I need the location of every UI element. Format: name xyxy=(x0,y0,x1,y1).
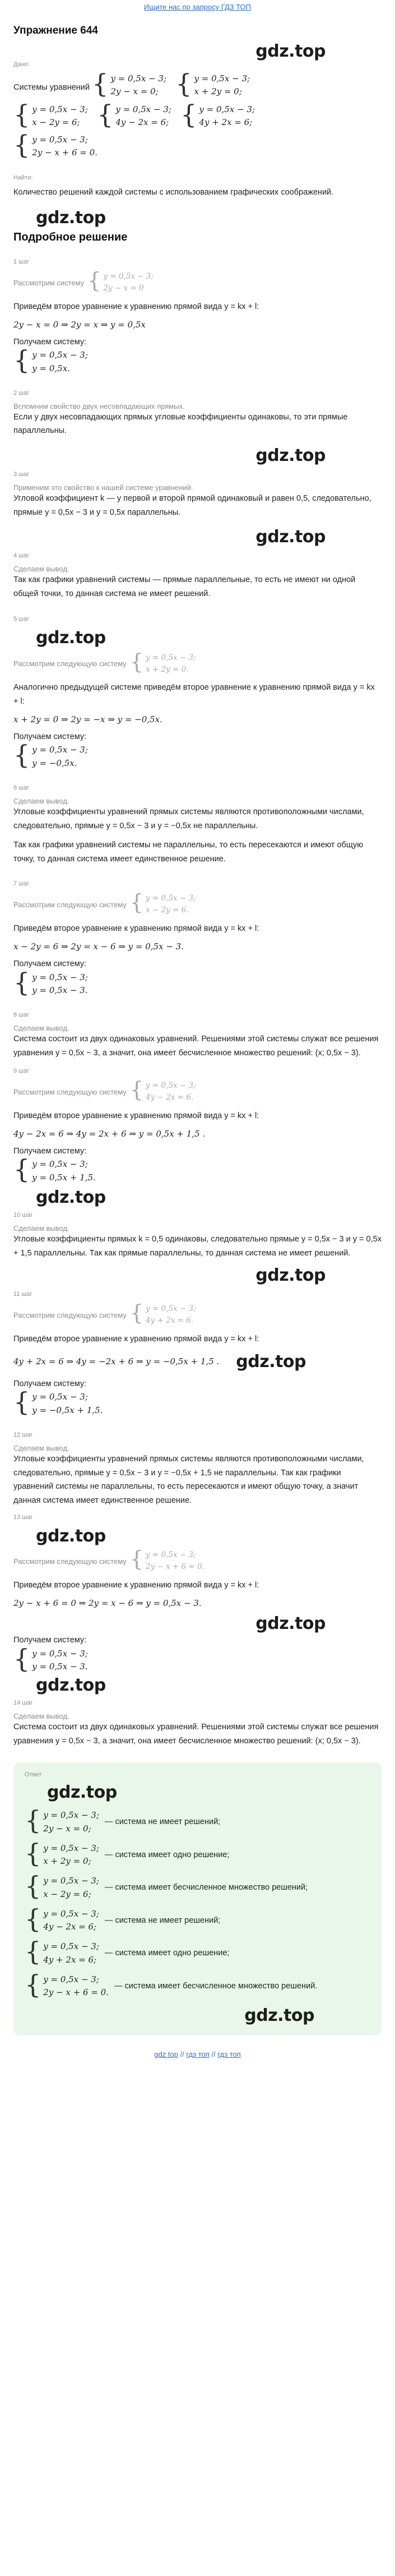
step-9-label: 9 шаг xyxy=(13,1068,30,1075)
step-9-get: Получаем систему: xyxy=(13,1146,87,1156)
step-1-consider: Рассмотрим систему { y = 0,5x − 3; 2y − x = 0 xyxy=(13,271,382,294)
brace-icon: { xyxy=(13,130,30,160)
step-6-text-2: Так как графики уравнений системы не параллельны, то есть пересекаются и имеют общую точку, то данная система имеет единственное решение. xyxy=(13,841,364,864)
step-1-calc: 2y − x = 0 ⇒ 2y = x ⇒ y = 0,5x xyxy=(13,319,146,330)
step-9-calc: 4y − 2x = 6 ⇒ 4y = 2x + 6 ⇒ y = 0,5x + 1,5 . xyxy=(13,1128,206,1139)
answer-label: Ответ xyxy=(25,1771,42,1779)
step-1-bring: Приведём второе уравнение к уравнению прямой вида y = kx + l: xyxy=(13,302,259,311)
step-11-system: { y = 0,5x − 3; 4y + 2x = 6. xyxy=(130,1303,196,1327)
step-13-result: { y = 0,5x − 3; y = 0,5x − 3. xyxy=(13,1643,88,1674)
solution-title: Подробное решение xyxy=(13,231,128,244)
answer-item: { y = 0,5x − 3; x + 2y = 0; — система имеет одно решение; xyxy=(25,1838,230,1868)
step-4-text: Так как графики уравнений системы — прямые параллельные, то есть не имеют ни одной общей точки, то данная система не имеет решений. xyxy=(13,575,356,598)
search-hint-link[interactable]: Ищите нас по запросу ГДЗ ТОП xyxy=(144,3,251,11)
step-3-label: 3 шаг xyxy=(13,471,30,478)
step-11-consider: Рассмотрим следующую систему { y = 0,5x − 3; 4y + 2x = 6. xyxy=(13,1303,382,1327)
step-3-note: Применим это свойство к нашей системе уравнений. xyxy=(13,483,193,492)
step-5-get: Получаем систему: xyxy=(13,732,87,741)
watermark: gdz.top xyxy=(36,1526,106,1546)
brace-icon: { xyxy=(25,1871,41,1901)
watermark: gdz.top xyxy=(244,2006,314,2026)
step-4-note: Сделаем вывод. xyxy=(13,565,69,574)
top-bar xyxy=(13,0,382,12)
step-9-result: { y = 0,5x − 3; y = 0,5x + 1,5. xyxy=(13,1154,96,1185)
brace-icon: { xyxy=(25,1969,41,2000)
step-5-text: Аналогично предыдущей системе приведём второе уравнение к уравнению прямой вида y = kx + l: xyxy=(13,683,375,707)
brace-icon: { xyxy=(129,1300,143,1326)
step-10-note: Сделаем вывод. xyxy=(13,1224,69,1232)
step-7-get: Получаем систему: xyxy=(13,959,87,968)
step-7-system: { y = 0,5x − 3; x − 2y = 6. xyxy=(130,893,196,916)
step-3-text: Угловой коэффициент k — у первой и второй прямой одинаковый и равен 0,5, следовательно, прямые y = 0,5x − 3 и y = 0,5x параллельны. xyxy=(13,494,371,517)
watermark: gdz.top xyxy=(255,41,326,61)
given-system-5: { y = 0,5x − 3; 4y + 2x = 6; xyxy=(180,99,255,130)
step-1-get: Получаем систему: xyxy=(13,337,87,347)
brace-icon: { xyxy=(13,740,30,770)
brace-icon: { xyxy=(92,68,109,99)
step-6-label: 6 шаг xyxy=(13,784,30,791)
brace-icon: { xyxy=(13,1643,30,1674)
step-7-consider: Рассмотрим следующую систему { y = 0,5x − 3; x − 2y = 6. xyxy=(13,893,382,916)
brace-icon: { xyxy=(87,268,101,293)
step-14-note: Сделаем вывод. xyxy=(13,1712,69,1721)
brace-icon: { xyxy=(175,68,192,99)
footer: gdz top // гдз топ // гдз топ xyxy=(154,2050,241,2059)
answer-item: { y = 0,5x − 3; 2y − x = 0; — система не имеет решений; xyxy=(25,1805,221,1836)
brace-icon: { xyxy=(129,890,143,915)
find-text: Количество решений каждой системы с использованием графических соображений. xyxy=(13,187,334,197)
step-11-calc: 4y + 2x = 6 ⇒ 4y = −2x + 6 ⇒ y = −0,5x + 1,5 . xyxy=(13,1356,220,1367)
watermark: gdz.top xyxy=(36,1187,106,1207)
watermark: gdz.top xyxy=(255,1613,326,1633)
given-system-2: { y = 0,5x − 3; x + 2y = 0; xyxy=(175,68,250,99)
brace-icon: { xyxy=(180,99,197,130)
answer-box xyxy=(13,1762,382,2035)
step-6-note: Сделаем вывод. xyxy=(13,796,69,805)
step-8-note: Сделаем вывод. xyxy=(13,1024,69,1033)
given-system-6: { y = 0,5x − 3; 2y − x + 6 = 0. xyxy=(13,130,97,160)
step-2-text: Если у двух несовпадающих прямых угловые коэффициенты одинаковы, то эти прямые параллельны. xyxy=(13,412,348,436)
brace-icon: { xyxy=(129,1546,143,1572)
watermark: gdz.top xyxy=(236,1351,306,1372)
step-5-consider: Рассмотрим следующую систему { y = 0,5x − 3; x + 2y = 0. xyxy=(13,652,382,676)
step-11-get: Получаем систему: xyxy=(13,1379,87,1388)
watermark: gdz.top xyxy=(36,627,106,648)
step-13-consider: Рассмотрим следующую систему { y = 0,5x − 3; 2y − x + 6 = 0. xyxy=(13,1549,382,1573)
step-9-system: { y = 0,5x − 3; 4y − 2x = 6. xyxy=(130,1080,196,1104)
brace-icon: { xyxy=(25,1903,41,1934)
given-system-4: { y = 0,5x − 3; 4y − 2x = 6; xyxy=(97,99,171,130)
step-13-calc: 2y − x + 6 = 0 ⇒ 2y = x − 6 ⇒ y = 0,5x − 3. xyxy=(13,1598,202,1608)
step-13-bring: Приведём второе уравнение к уравнению прямой вида y = kx + l: xyxy=(13,1581,259,1590)
brace-icon: { xyxy=(25,1936,41,1967)
step-14-text: Система состоит из двух одинаковых уравнений. Решениями этой системы служат все решения уравнения y = 0,5x − 3, а значит, она имеет бесчисленное множество решений: (x; 0,5x − 3). xyxy=(13,1723,379,1746)
step-2-note: Вспомним свойство двух несовпадающих прямых. xyxy=(13,401,185,410)
watermark: gdz.top xyxy=(47,1783,117,1803)
watermark: gdz.top xyxy=(255,446,326,466)
step-1-result: { y = 0,5x − 3; y = 0,5x. xyxy=(13,345,88,376)
step-5-calc: x + 2y = 0 ⇒ 2y = −x ⇒ y = −0,5x. xyxy=(13,714,162,724)
brace-icon: { xyxy=(97,99,114,130)
brace-icon: { xyxy=(25,1838,41,1868)
step-4-label: 4 шаг xyxy=(13,552,30,560)
watermark: gdz.top xyxy=(36,208,106,228)
answer-item: { y = 0,5x − 3; 2y − x + 6 = 0. — система имеет бесчисленное множество решений. xyxy=(25,1969,318,2000)
step-10-text: Угловые коэффициенты прямых k = 0,5 одинаковы, следовательно прямые y = 0,5x − 3 и y = 0,5x + 1,5 параллельны. Так как прямые параллельны, то данная система не имеет решений. xyxy=(13,1234,382,1258)
step-14-label: 14 шаг xyxy=(13,1700,33,1707)
step-8-label: 8 шаг xyxy=(13,1012,30,1019)
brace-icon: { xyxy=(25,1805,41,1836)
step-13-label: 13 шаг xyxy=(13,1514,33,1521)
step-9-bring: Приведём второе уравнение к уравнению прямой вида y = kx + l: xyxy=(13,1111,259,1121)
find-label: Найти: xyxy=(13,174,33,181)
footer-link-3[interactable]: гдз топ xyxy=(217,2050,241,2059)
given-systems xyxy=(13,68,382,164)
step-8-text: Система состоит из двух одинаковых уравнений. Решениями этой системы служат все решения уравнения y = 0,5x − 3, а значит, она имеет бесчисленное множество решений: (x; 0,5x − 3). xyxy=(13,1035,379,1058)
step-12-note: Сделаем вывод. xyxy=(13,1443,69,1452)
given-label: Дано: xyxy=(13,61,30,68)
systems-caption: Системы уравнений xyxy=(13,83,90,93)
brace-icon: { xyxy=(13,1387,30,1418)
watermark: gdz.top xyxy=(255,527,326,547)
brace-icon: { xyxy=(13,345,30,376)
brace-icon: { xyxy=(13,967,30,998)
step-13-system: { y = 0,5x − 3; 2y − x + 6 = 0. xyxy=(130,1549,205,1573)
footer-link-1[interactable]: gdz top xyxy=(154,2050,178,2059)
step-5-result: { y = 0,5x − 3; y = −0,5x. xyxy=(13,740,88,770)
answer-item: { y = 0,5x − 3; 4y + 2x = 6; — система имеет одно решение; xyxy=(25,1936,230,1967)
answer-item: { y = 0,5x − 3; x − 2y = 6; — система имеет бесчисленное множество решений; xyxy=(25,1871,308,1901)
step-5-label: 5 шаг xyxy=(13,615,30,622)
step-11-result: { y = 0,5x − 3; y = −0,5x + 1,5. xyxy=(13,1387,103,1418)
watermark: gdz.top xyxy=(36,1675,106,1696)
brace-icon: { xyxy=(129,649,143,674)
step-2-label: 2 шаг xyxy=(13,389,30,396)
brace-icon: { xyxy=(129,1077,143,1102)
step-5-system: { y = 0,5x − 3; x + 2y = 0. xyxy=(130,652,196,676)
step-7-result: { y = 0,5x − 3; y = 0,5x − 3. xyxy=(13,967,88,998)
step-7-calc: x − 2y = 6 ⇒ 2y = x − 6 ⇒ y = 0,5x − 3. xyxy=(13,941,184,952)
step-12-label: 12 шаг xyxy=(13,1431,33,1438)
given-system-3: { y = 0,5x − 3; x − 2y = 6; xyxy=(13,99,88,130)
footer-link-2[interactable]: гдз топ xyxy=(186,2050,210,2059)
step-7-label: 7 шаг xyxy=(13,880,30,888)
step-13-get: Получаем систему: xyxy=(13,1635,87,1645)
step-7-bring: Приведём второе уравнение к уравнению прямой вида y = kx + l: xyxy=(13,924,259,934)
given-system-1: { y = 0,5x − 3; 2y − x = 0; xyxy=(92,68,167,99)
step-6-text-1: Угловые коэффициенты уравнений прямых системы являются противоположными числами, следовательно, прямые y = 0,5x − 3 и y = −0,5x не параллельны. xyxy=(13,807,364,830)
step-1-label: 1 шаг xyxy=(13,258,30,266)
brace-icon: { xyxy=(13,99,30,130)
step-11-bring: Приведём второе уравнение к уравнению прямой вида y = kx + l: xyxy=(13,1335,259,1344)
step-10-label: 10 шаг xyxy=(13,1211,33,1218)
step-11-calc-row xyxy=(13,1352,382,1372)
step-12-text: Угловые коэффициенты уравнений прямых системы являются противоположными числами, следовательно, прямые y = 0,5x − 3 и y = −0,5x + 1,5 не параллельны. Так как графики уравнений системы не параллельны, то есть пересекаются и имеют общую точку, а значит данная система имеет единственное решение. xyxy=(13,1454,364,1505)
step-11-label: 11 шаг xyxy=(13,1291,32,1298)
watermark: gdz.top xyxy=(255,1266,326,1286)
answer-item: { y = 0,5x − 3; 4y − 2x = 6; — система не имеет решений; xyxy=(25,1903,221,1934)
exercise-title: Упражнение 644 xyxy=(13,25,98,36)
step-9-consider: Рассмотрим следующую систему { y = 0,5x − 3; 4y − 2x = 6. xyxy=(13,1080,382,1104)
brace-icon: { xyxy=(13,1154,30,1185)
step-1-system: { y = 0,5x − 3; 2y − x = 0 xyxy=(87,271,154,294)
